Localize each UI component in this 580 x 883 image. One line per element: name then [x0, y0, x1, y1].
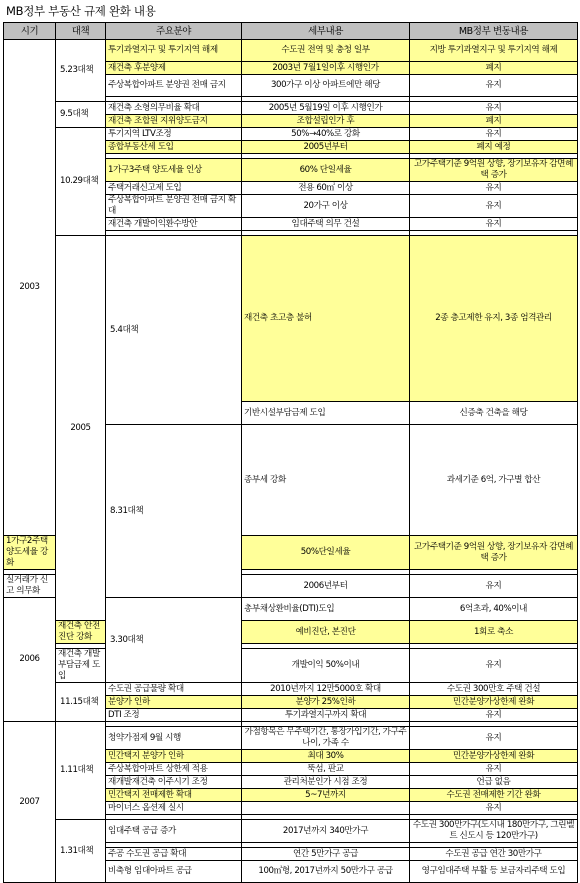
header-period: 시기	[4, 23, 56, 40]
change-cell: 유지	[410, 75, 578, 97]
field-cell: 재건축 초고층 불허	[242, 236, 410, 402]
change-cell: 지방 투기과열지구 및 투기지역 해제	[410, 40, 578, 62]
field-cell: 종부세 강화	[242, 425, 410, 536]
field-cell: 기반시설부담금제 도입	[242, 402, 410, 425]
measure-cell: 11.15대책	[56, 683, 106, 722]
change-cell: 유지	[410, 802, 578, 815]
field-cell: 투기과열지구 및 투기지역 해제	[106, 40, 242, 62]
change-cell: 폐지 예정	[410, 141, 578, 154]
detail-cell: 6억초과, 40%이내	[410, 598, 578, 621]
detail-cell: 2종 층고제한 유지, 3종 엄격관리	[410, 236, 578, 402]
detail-cell: 조합설립인가 후	[242, 115, 410, 128]
detail-cell	[242, 802, 410, 815]
field-cell: 주상복합아파트 분양권 전매 금지 확대	[106, 195, 242, 218]
year-cell: 2003	[4, 40, 56, 536]
detail-cell: 과세기준 6억, 가구별 합산	[410, 425, 578, 536]
detail-cell: 최대 30%	[242, 750, 410, 763]
field-cell: 재건축 개발이익환수방안	[106, 218, 242, 231]
header-change: MB정부 변동내용	[410, 23, 578, 40]
detail-cell: 60% 단일세율	[242, 159, 410, 182]
field-cell: 임대주택 공급 증가	[106, 820, 242, 843]
detail-cell: 가점항목은 무주택기간, 통장가입기간, 가구주 나이, 가족 수	[242, 727, 410, 750]
detail-cell: 관리처분인가 시점 조정	[242, 776, 410, 789]
year-cell: 2007	[4, 722, 56, 883]
header-detail: 세부내용	[242, 23, 410, 40]
field-cell: 주상복합아파트 상한제 적용	[106, 763, 242, 776]
field-cell: 재개발재건축 이주시기 조정	[106, 776, 242, 789]
change-cell: 수도권 전매제한 기간 완화	[410, 789, 578, 802]
change-cell: 유지	[410, 102, 578, 115]
field-cell: 재건축 개발부담금제 도입	[56, 649, 106, 683]
change-cell: 고가주택기준 9억원 상향, 장기보유자 감면혜택 증가	[410, 159, 578, 182]
field-cell: 재건축 소형의무비율 확대	[106, 102, 242, 115]
detail-cell: 2006년부터	[242, 575, 410, 598]
change-cell: 유지	[410, 709, 578, 722]
change-cell: 유지	[410, 128, 578, 141]
field-cell: 주상복합아파트 분양권 전매 금지	[106, 75, 242, 97]
detail-cell: 20가구 이상	[242, 195, 410, 218]
measure-cell: 9.5대책	[56, 102, 106, 128]
change-cell: 1회로 축소	[410, 621, 578, 644]
detail-cell: 임대주택 의무 건설	[242, 218, 410, 231]
page-title: MB정부 부동산 규제 완화 내용	[6, 4, 156, 18]
change-cell: 수도권 공급 연간 30만가구	[410, 848, 578, 861]
change-cell: 유지	[410, 649, 578, 683]
change-cell: 유지	[410, 195, 578, 218]
detail-cell: 뚝섬, 판교	[242, 763, 410, 776]
detail-cell: 개발이익 50%이내	[242, 649, 410, 683]
detail-cell: 2005년 5월19일 이후 시행인가	[242, 102, 410, 115]
change-cell: 민간분양가상한제 완화	[410, 696, 578, 709]
detail-cell: 2005년부터	[242, 141, 410, 154]
detail-cell: 50%단일세율	[242, 536, 410, 570]
measure-cell: 1.11대책	[56, 722, 106, 820]
change-cell: 폐지	[410, 115, 578, 128]
measure-cell: 5.4대책	[106, 236, 242, 425]
detail-cell: 전용 60㎡ 이상	[242, 182, 410, 195]
table-row	[4, 40, 578, 62]
table-row	[4, 621, 578, 644]
field-cell: 총부채상환비율(DTI)도입	[242, 598, 410, 621]
header-field: 주요분야	[106, 23, 242, 40]
measure-cell: 8.31대책	[106, 425, 242, 598]
detail-cell: 2003년 7월1일이후 시행인가	[242, 62, 410, 75]
detail-cell: 투기과열지구까지 확대	[242, 709, 410, 722]
field-cell: 1가구2주택 양도세율 강화	[4, 536, 56, 570]
change-cell: 수도권 300만호 주택 건설	[410, 683, 578, 696]
field-cell: 주택거래신고제 도입	[106, 182, 242, 195]
detail-cell: 2017년까지 340만가구	[242, 820, 410, 843]
header-row	[4, 23, 578, 40]
detail-cell: 50%→40%로 강화	[242, 128, 410, 141]
field-cell: 비축형 임대아파트 공급	[106, 861, 242, 883]
field-cell: 청약가점제 9월 시행	[106, 727, 242, 750]
detail-cell: 신증축 건축을 해당	[410, 402, 578, 425]
table-row	[4, 236, 578, 402]
detail-cell: 연간 5만가구 공급	[242, 848, 410, 861]
table-row	[4, 683, 578, 696]
detail-cell: 300가구 이상 아파트에만 해당	[242, 75, 410, 97]
change-cell: 영구임대주택 부활 등 보금자리주택 도입	[410, 861, 578, 883]
detail-cell: 5~7년까지	[242, 789, 410, 802]
change-cell: 유지	[410, 218, 578, 231]
change-cell: 언급 없음	[410, 776, 578, 789]
detail-cell: 수도권 전역 및 충청 일부	[242, 40, 410, 62]
field-cell: 종합부동산세 도입	[106, 141, 242, 154]
detail-cell: 예비진단, 본진단	[242, 621, 410, 644]
measure-cell: 5.23대책	[56, 40, 106, 102]
table-row	[4, 649, 578, 683]
year-cell: 2006	[4, 598, 56, 722]
field-cell: 분양가 인하	[106, 696, 242, 709]
year-cell: 2005	[56, 236, 106, 621]
measure-cell: 3.30대책	[106, 598, 242, 683]
table-body	[4, 40, 578, 883]
field-cell: 마이너스 옵션제 실시	[106, 802, 242, 815]
table-row	[4, 128, 578, 141]
field-cell: 1가구3주택 양도세율 인상	[106, 159, 242, 182]
measure-cell: 10.29대책	[56, 128, 106, 236]
field-cell: 주공 수도권 공급 확대	[106, 848, 242, 861]
change-cell: 유지	[410, 575, 578, 598]
detail-cell: 2010년까지 12만5000호 확대	[242, 683, 410, 696]
measure-cell: 1.31대책	[56, 820, 106, 883]
field-cell: 민간택지 전매제한 확대	[106, 789, 242, 802]
detail-cell: 분양가 25%인하	[242, 696, 410, 709]
field-cell: 수도권 공급물량 확대	[106, 683, 242, 696]
detail-cell: 100㎡형, 2017년까지 50만가구 공급	[242, 861, 410, 883]
table-row	[4, 102, 578, 115]
change-cell: 민간분양가상한제 완화	[410, 750, 578, 763]
policy-table	[3, 22, 578, 883]
field-cell: 민간택지 분양가 인하	[106, 750, 242, 763]
change-cell: 유지	[410, 727, 578, 750]
header-measure: 대책	[56, 23, 106, 40]
table-row	[4, 820, 578, 843]
field-cell: 재건축 후분양제	[106, 62, 242, 75]
field-cell: 투기지역 LTV조정	[106, 128, 242, 141]
field-cell: DTI 조정	[106, 709, 242, 722]
field-cell: 재건축 안전진단 강화	[56, 621, 106, 644]
change-cell: 유지	[410, 763, 578, 776]
change-cell: 폐지	[410, 62, 578, 75]
change-cell: 유지	[410, 182, 578, 195]
change-cell: 수도권 300만가구(도시내 180만가구, 그린벨트 신도시 등 120만가구)	[410, 820, 578, 843]
field-cell: 실거래가 신고 의무화	[4, 575, 56, 598]
change-cell: 고가주택기준 9억원 상향, 장기보유자 감면혜택 증가	[410, 536, 578, 570]
field-cell: 재건축 조합원 지위양도금지	[106, 115, 242, 128]
